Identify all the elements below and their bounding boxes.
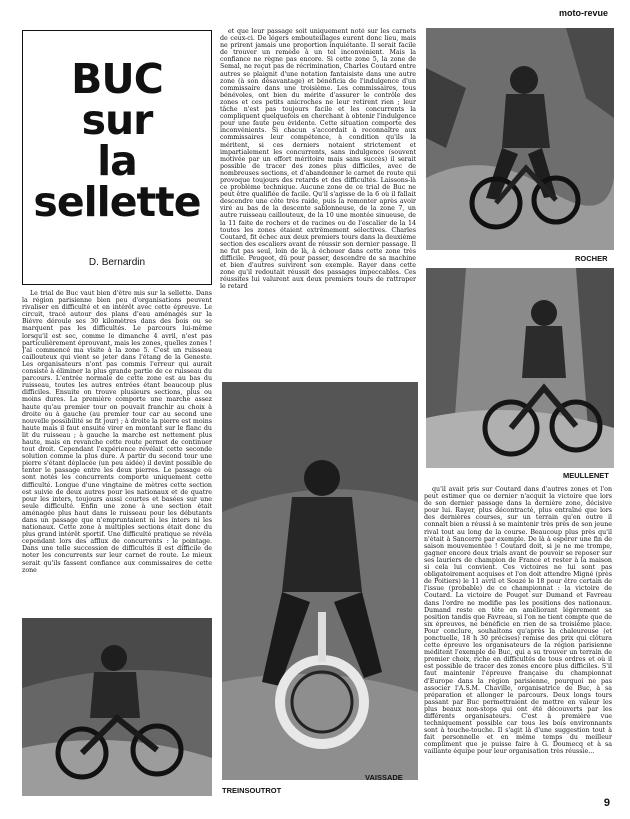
title-line-3: la: [97, 137, 137, 185]
rider-photo-rocher: [426, 28, 614, 250]
rider-photo-meullenet: [426, 268, 614, 468]
photo-treinsoutrot: [22, 618, 212, 796]
title-box: [22, 30, 212, 285]
article-title: [23, 55, 211, 226]
article-column-2: [220, 28, 416, 376]
rider-photo-treinsoutrot: [22, 618, 212, 796]
caption-rocher: ROCHER: [575, 254, 608, 263]
column-2-text: et que leur passage soit uniquement noté sur les carnets de ceux-ci. De légers embouteillages eurent donc lieu, mais ne prirent jamais une proportion inquiétante. Il serait facile de trouver un remède à un tel inconvénient. Mais la confiance ne règne pas encore. Si cette zone 5, la zone de Semal, ne reçut pas de récrimination, Charles Coutard entre autres se plaignit d'une notation fantaisiste dans une autre zone (à son désavantage) et bénéficia de l'indulgence d'un commissaire dans une troisième. Les commissaires, tous bénévoles, ont bien du mérite d'assurer le contrôle des zones et ces petits anicroches ne leur retirent rien ; leur tâche n'est pas toujours facile et les concurrents la compliquent quelquefois en cherchant à obtenir l'indulgence pour une faute peu évidente. Cette situation comporte des inconvénients. Si chacun s'accordait à reconnaître aux commissaires leur compétence, à condition qu'ils la méritent, si ces derniers notaient strictement et impartialement les concurrents, sans indulgence (souvent motivée par un effort méritoire mais sans succès) il serait possible de tracer des zones plus difficiles, avec de nombreuses sections, et d'abandonner le carnet de route qui provoque toujours des retards et des difficultés. Laissons-là ce problème technique. Aucune zone de ce trial de Buc ne peut être qualifiée de facile. Qu'il s'agisse de la 6 où il fallait descendre une côte très raide, puis la remonter après avoir viré au bas de la descente sablonneuse, de la zone 7, un autre ruisseau caillouteux, de la 10 une montée sinueuse, de la 11 faite de rochers et de racines ou de l'escalier de la 14 toutes les zones étaient extrêmement sélectives. Charles Coutard, fit échec aux deux premiers tours dans la deuxième section des escaliers avant de réussir son dernier passage. Il ne fut pas seul, loin de là, à échouer dans cette zone très difficile. Peugeot, dû pour passer, descendre de sa machine et bien d'autres suivirent son exemple. Rayer dans cette zone qu'il redoutait réussit des passages impeccables. Ces réussites lui valurent aux deux premiers tours de rattraper le retard: [220, 28, 416, 291]
article-column-1: [22, 290, 212, 612]
photo-meullenet: [426, 268, 614, 468]
magazine-header: moto-revue: [558, 8, 608, 18]
column-1-text: Le trial de Buc vaut bien d'être mis sur la sellette. Dans la région parisienne bien peu d'organisations peuvent rivaliser en difficulté et en intérêt avec cette épreuve. Le circuit, tracé autour des plans d'eau aménagés sur la Bièvre déroule ses 30 kilomètres dans des bois ou se marquent pas les difficultés. Le parcours lui-même lorsqu'il est sec, comme le dimanche 4 avril, n'est pas particulièrement éprouvant, mais les zones, quelles zones ! J'ai commencé ma visite à la zone 5. C'est un ruisseau caillouteux qui vient se jeter dans l'étang de la Geneste. Les organisateurs n'ont pas commis l'erreur qui aurait consisté à éliminer la plus grande partie de ce ruisseau du parcours. L'entrée normale de cette zone est au bas du ruisseau, toutes les autres entrées étant beaucoup plus difficiles. Ensuite on trouve plusieurs sections, plus ou moins dures. La première comporte une marche assez haute qu'au premier tour on pouvait franchir au choix à droite ou à gauche (au premier tour car au second une nouvelle possibilité se fit jour) ; à droite la pierre est moins haute mais il faut ensuite virer en montant sur le flanc du lit du ruisseau ; à gauche la marche est nettement plus haute, mais en revanche cette route permet de continuer tout droit. Cependant l'expérience révélait cette seconde solution comme la plus dure. A partir du second tour une pierre s'étant déplacée (un peu aidée) il devint possible de tenter le passage entre les deux pierres. Le passage où sont notés les concurrents comporte uniquement cette difficulté. Longue d'une vingtaine de mètres cette section est suivie de deux autres pour les nationaux et de quatre pour les inters, toujours aussi courtes et basées sur une seule difficulté. Enfin une zone à une section était aménagée plus haut dans le ruisseau pour les débutants dans un passage que n'empruntaient ni les inters ni les nationaux. Cette zone à multiples sections était donc du plus grand intérêt sportif. Une difficulté pratique se révéla cependant lors des afflux de concurrents : le pointage. Dans une telle succession de difficultés il est difficile de noter les concurrents sur leur carnet de route. Le mieux serait qu'ils fassent confiance aux commissaires de cette zone: [22, 290, 212, 574]
column-3-text: qu'il avait pris sur Coutard dans d'autres zones et l'on peut estimer que ce dernier n'acquit la victoire que lors de son dernier passage dans la dernière zone, décisive pour lui. Rayer, plus décontracté, plus entraîné que lors des dernières courses, sur un terrain qu'en outre il connaît bien a réussi à se maintenir très près de son jeune rival tout au long de la course. Beaucoup plus près qu'il n'était à Sancerre par exemple. De là à espérer une fin de saison mouvementée ! Coutard doit, si je ne me trompe, gagner encore deux trials avant de pouvoir se reposer sur ses lauriers de champion de France et rester à la maison si cela lui convient. Ces victoires ne lui sont pas obligatoirement acquises et l'on doit attendre Migné (près de Poitiers) le 11 avril et Souzé le 18 pour être certain de l'issue (probable) de ce championnat : la victoire de Coutard. La victoire de Pouget sur Dumand et Favreau dans l'ordre ne modifie pas les positions des nationaux. Dumand reste en tête en améliorant légèrement sa position tandis que Favreau, si l'on ne tient compte que de six épreuves, ne bénéficie en rien de sa troisième place. Pour conclure, souhaitons qu'après la chaleureuse (et ponctuelle, 18 h 30 précises) remise des prix qui clôtura cette épreuve les organisateurs de la région parisienne méditent l'exemple de Buc, qui a su trouver un terrain de premier choix, riche en difficultés de tous ordres et où il est possible de tracer des zones encore plus difficiles. S'il faut maintenir l'épreuve française du championnat d'Europe dans la région parisienne, pourquoi ne pas associer l'A.S.M. Chaville, organisatrice de Buc, à sa préparation et allonger le parcours. Deux longs tours passant par Buc permettraient de mettre en valeur les plus beaux non-stops qui ont été découverts par les différents organisateurs. C'est à première vue techniquement possible car tous les bois environnants sont à touche-touche. Il s'agit là d'une suggestion tout à fait personnelle et en même temps du meilleur compliment que je puisse faire à G. Doumecq et à sa vaillante équipe pour leur organisation très réussie...: [424, 486, 612, 756]
author-byline: D. Bernardin: [88, 257, 146, 268]
photo-vaissade: [222, 382, 418, 780]
photo-rocher: [426, 28, 614, 250]
title-line-1: BUC: [71, 55, 163, 103]
caption-treinsoutrot: TREINSOUTROT: [222, 786, 282, 795]
caption-meullenet: MEULLENET: [563, 471, 609, 480]
rider-photo-vaissade: [222, 382, 418, 780]
page-number: 9: [603, 797, 610, 809]
title-line-4: sellette: [33, 178, 201, 226]
caption-vaissade: VAISSADE: [365, 773, 403, 782]
title-line-2: sur: [81, 96, 153, 144]
article-column-3: [424, 486, 612, 802]
